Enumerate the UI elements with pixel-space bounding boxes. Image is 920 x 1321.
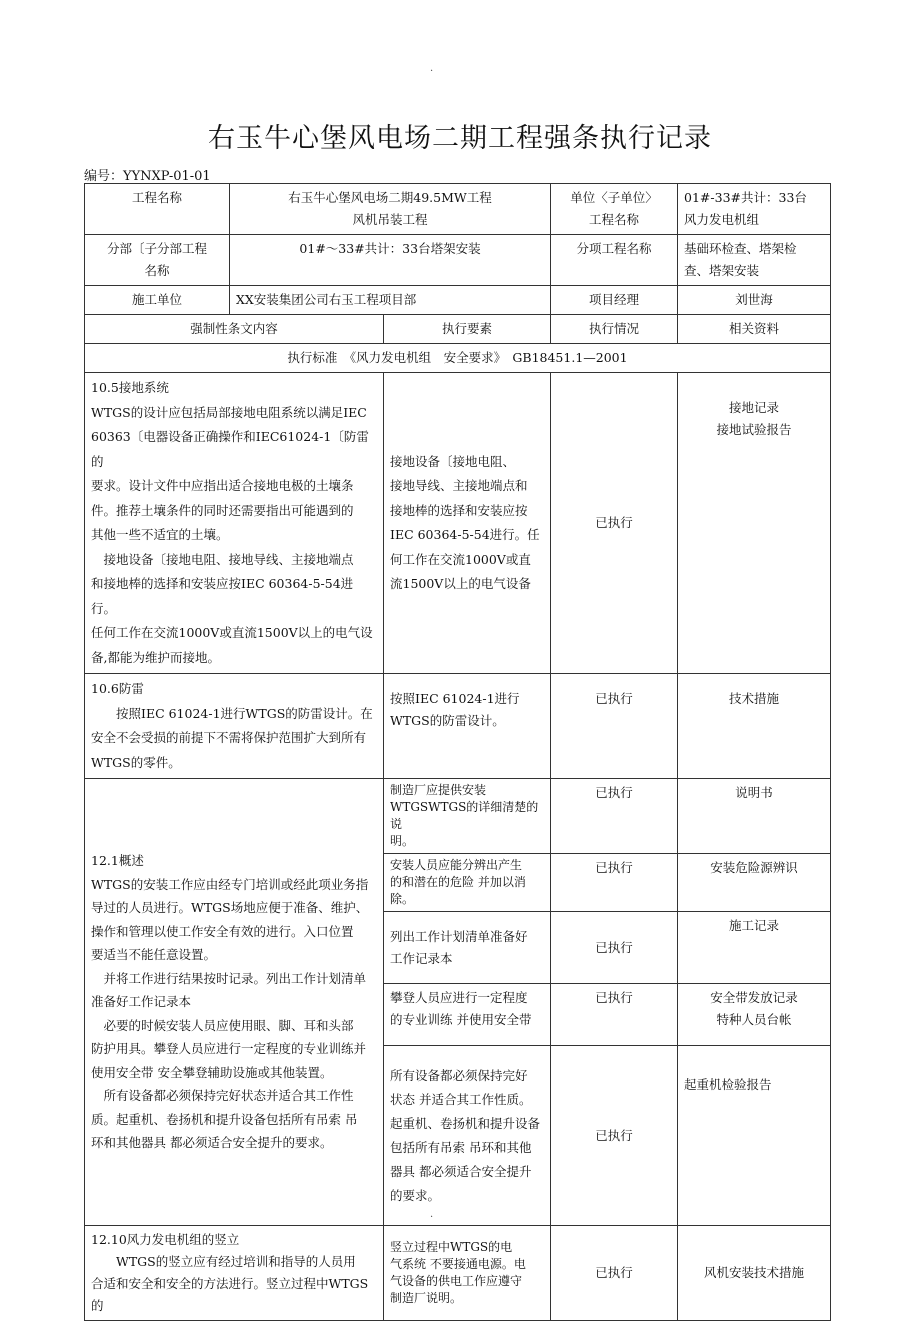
column-header-row [85,315,831,344]
clause-12-1-docs-3: 施工记录 [678,912,831,984]
clause-10-5-text: 10.5接地系统 WTGS的设计应包括局部接地电阻系统以满足IEC 60363〔电器设备正确操作和IEC61024-1〔防雷的 要求。设计文件中应指出适合接地电极的土壤条 件。推荐土壤条件的同时还需要指出可能遇到的 其他一些不适宜的土壤。 接地设备〔接地电阻、接地导线、主接地端点 和接地棒的选择和安装应按IEC 60364-5-54进行。 任何工作在交流1000V或直流1500V以上的电气设 备,都能为维护而接地。 [85,373,384,674]
col-status-header: 执行情况 [551,315,678,344]
unit-label: 单位〈子单位〉 工程名称 [551,184,678,235]
unit-value: 01#-33#共计：33台 风力发电机组 [678,184,831,235]
clause-12-1-status-5: 已执行 [551,1046,678,1226]
division-value: 01#～33#共计：33台塔架安装 [230,235,551,286]
clause-row-10-6 [85,674,831,779]
clause-10-6-status: 已执行 [551,674,678,779]
clause-12-1-key-2: 安装人员应能分辨出产生 的和潜在的危险 并加以消 除。 [384,854,551,912]
clause-row-12-1-a [85,779,831,854]
clause-12-10-docs: 风机安装技术措施 [678,1226,831,1321]
clause-12-10-text: 12.10风力发电机组的竖立 WTGS的竖立应有经过培训和指导的人员用 合适和安全和安全的方法进行。竖立过程中WTGS的 [85,1226,384,1321]
clause-12-1-docs-5: 起重机检验报告 [678,1046,831,1226]
clause-12-1-status-2: 已执行 [551,854,678,912]
page-dot-top: · [430,66,434,77]
col-key-points-header: 执行要素 [384,315,551,344]
clause-10-6-key: 按照IEC 61024-1进行 WTGS的防雷设计。 [384,674,551,779]
clause-12-1-status-4: 已执行 [551,984,678,1046]
record-table [84,183,831,1321]
manager-value: 刘世海 [678,286,831,315]
clause-12-1-docs-1: 说明书 [678,779,831,854]
clause-row-10-5 [85,373,831,674]
clause-10-6-text: 10.6防雷 按照IEC 61024-1进行WTGS的防雷设计。在 安全不会受损的前提下不需将保护范围扩大到所有 WTGS的零件。 [85,674,384,779]
clause-10-5-docs: 接地记录 接地试验报告 [678,373,831,674]
project-name-row [85,184,831,235]
clause-12-1-key-5: 所有设备都必须保持完好 状态 并适合其工作性质。 起重机、卷扬机和提升设备 包括所有吊索 吊环和其他 器具 都必须适合安全提升 的要求。 [384,1046,551,1226]
subitem-label: 分项工程名称 [551,235,678,286]
clause-12-1-key-4: 攀登人员应进行一定程度 的专业训练 并使用安全带 [384,984,551,1046]
manager-label: 项目经理 [551,286,678,315]
contractor-value: XX安装集团公司右玉工程项目部 [230,286,551,315]
clause-row-12-10 [85,1226,831,1321]
clause-12-1-key-3: 列出工作计划清单准备好 工作记录本 [384,912,551,984]
contractor-label: 施工单位 [85,286,230,315]
clause-12-10-status: 已执行 [551,1226,678,1321]
standard-row [85,344,831,373]
subitem-value: 基础环检查、塔架检 查、塔架安装 [678,235,831,286]
page-title: 右玉牛心堡风电场二期工程强条执行记录 [208,123,712,154]
clause-10-6-docs: 技术措施 [678,674,831,779]
project-name-value: 右玉牛心堡风电场二期49.5MW工程 风机吊装工程 [230,184,551,235]
document-number: 编号：YYNXP-01-01 [84,169,211,184]
project-name-label: 工程名称 [85,184,230,235]
clause-12-1-docs-2: 安装危险源辨识 [678,854,831,912]
clause-10-5-status: 已执行 [551,373,678,674]
standard-text: 执行标准 《风力发电机组 安全要求》 GB18451.1—2001 [85,344,831,373]
division-row [85,235,831,286]
clause-10-5-key: 接地设备〔接地电阻、 接地导线、主接地端点和 接地棒的选择和安装应按 IEC 60364-5-54进行。任 何工作在交流1000V或直 流1500V以上的电气设备 [384,373,551,674]
page-dot-bottom: · [430,1212,434,1223]
col-clause-header: 强制性条文内容 [85,315,384,344]
division-label: 分部〔子分部工程 名称 [85,235,230,286]
clause-12-1-docs-4: 安全带发放记录 特种人员台帐 [678,984,831,1046]
col-docs-header: 相关资料 [678,315,831,344]
clause-12-1-status-1: 已执行 [551,779,678,854]
clause-12-1-status-3: 已执行 [551,912,678,984]
clause-12-10-key: 竖立过程中WTGS的电 气系统 不要接通电源。电 气设备的供电工作应遵守 制造厂说明。 [384,1226,551,1321]
clause-12-1-text: 12.1概述 WTGS的安装工作应由经专门培训或经此项业务指 导过的人员进行。WTGS场地应便于准备、维护、 操作和管理以使工作安全有效的进行。入口位置 要适当不能任意设置。 并将工作进行结果按时记录。列出工作计划清单 准备好工作记录本 必要的时候安装人员应使用眼、脚、耳和头部 防护用具。攀登人员应进行一定程度的专业训练并 使用安全带 安全攀登辅助设施或其他装置。 所有设备都必须保持完好状态并适合其工作性 质。起重机、卷扬机和提升设备包括所有吊索 吊 环和其他器具 都必须适合安全提升的要求。 [85,779,384,1226]
contractor-row [85,286,831,315]
clause-12-1-key-1: 制造厂应提供安装 WTGSWTGS的详细清楚的说 明。 [384,779,551,854]
